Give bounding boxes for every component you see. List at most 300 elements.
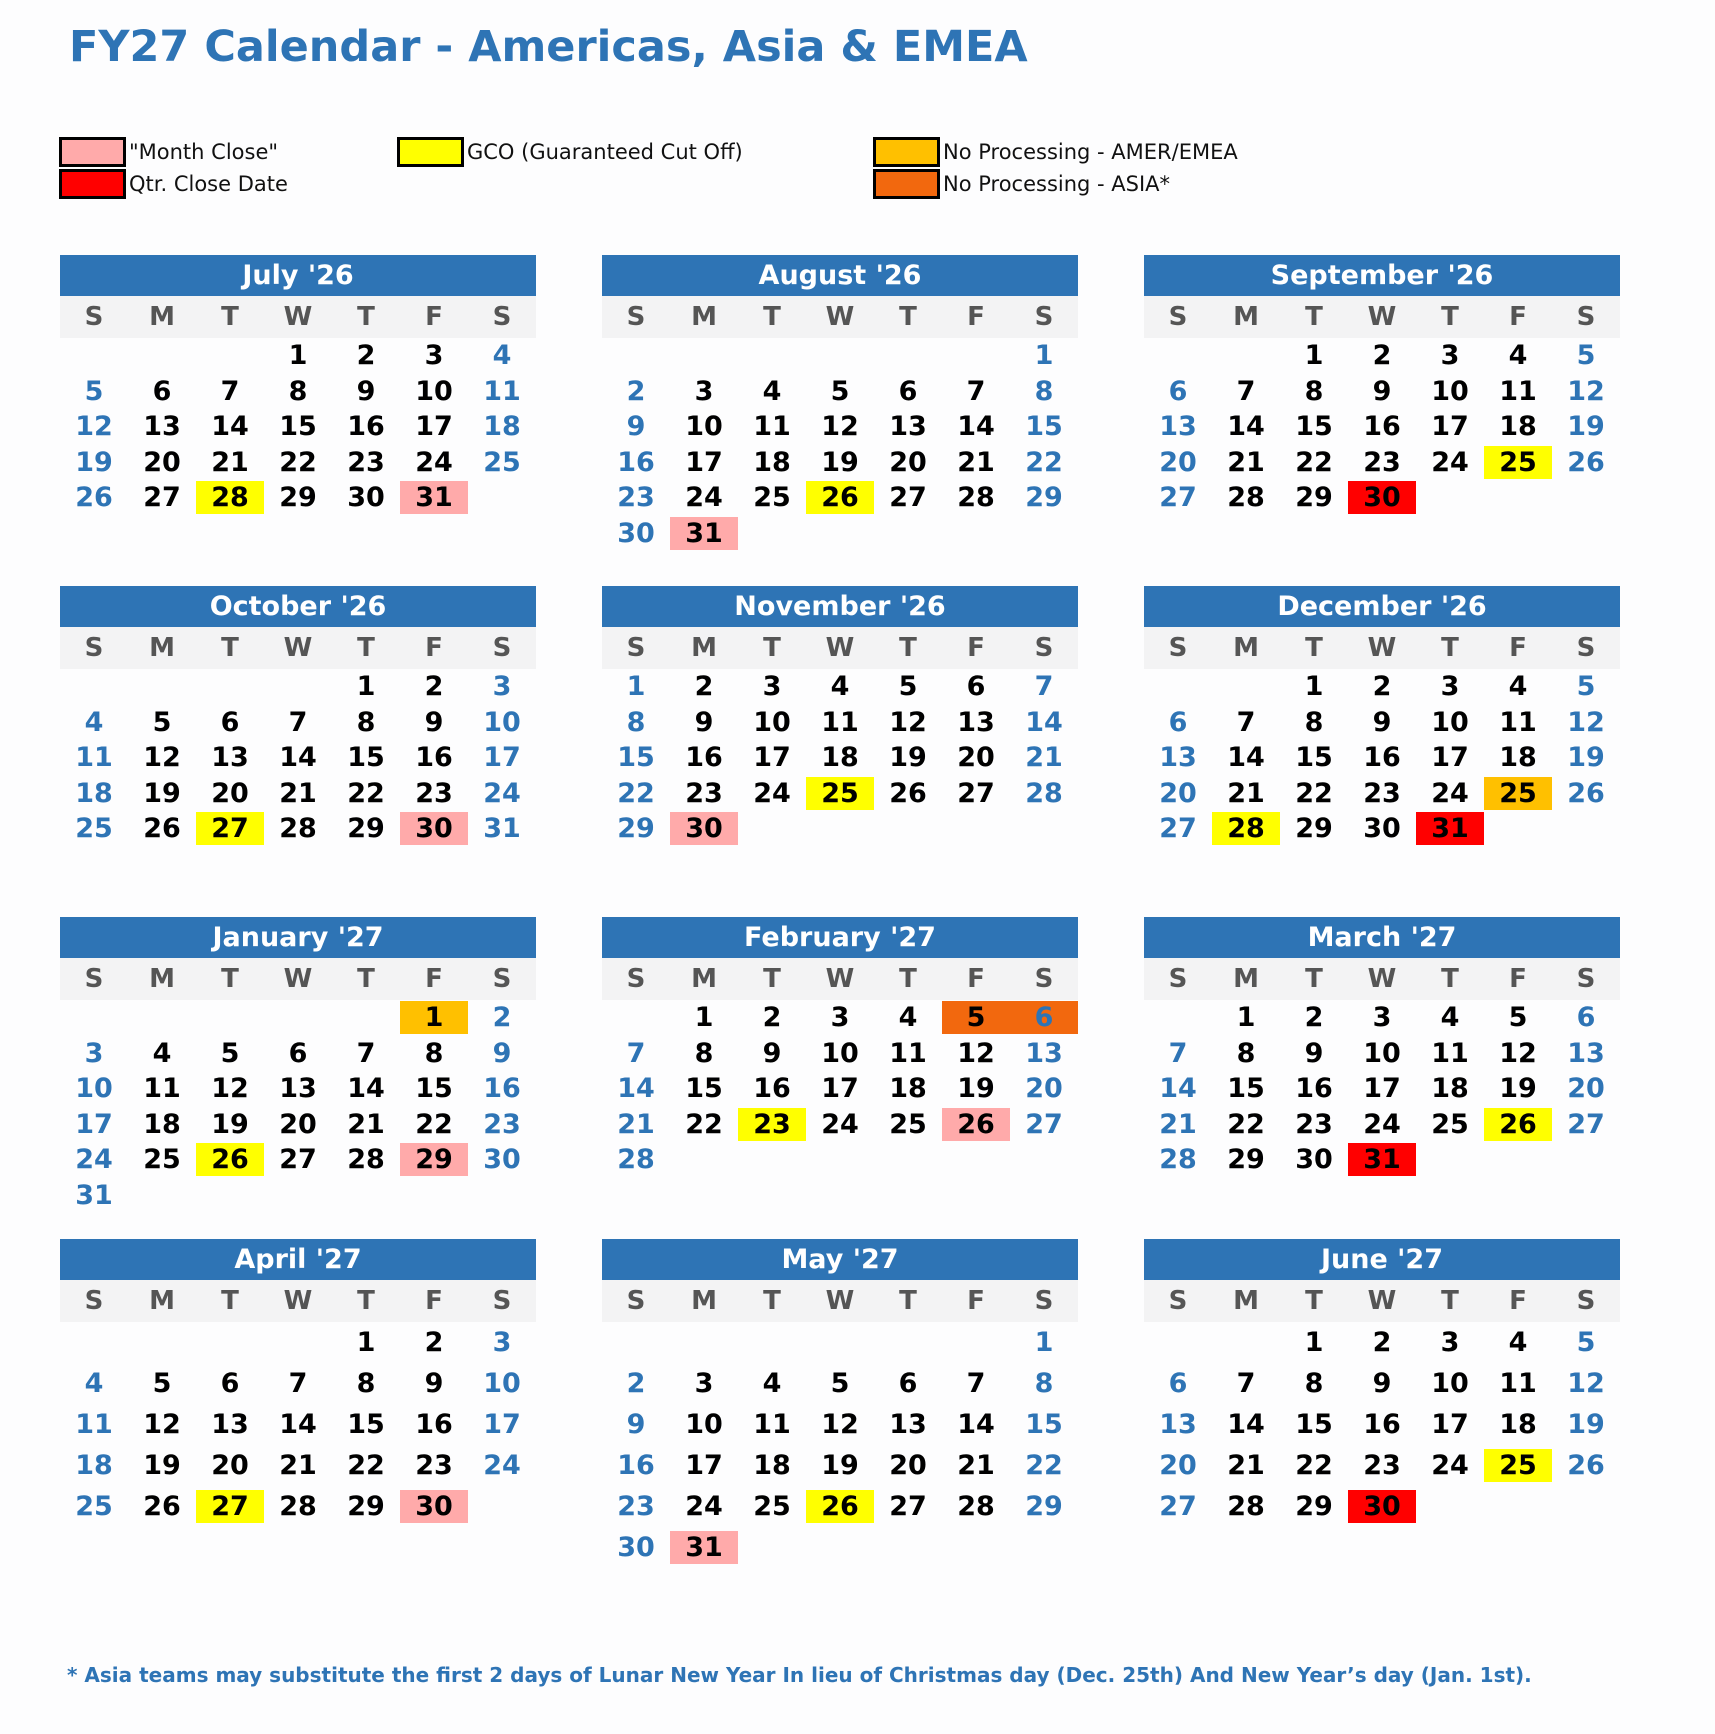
day-cell: [602, 740, 670, 776]
day-cell: [942, 480, 1010, 516]
day-cell: [128, 1404, 196, 1445]
day-cell: [602, 1445, 670, 1486]
empty-cell: [602, 1322, 670, 1363]
day-cell: [670, 1404, 738, 1445]
day-cell: [468, 1071, 536, 1107]
day-cell: [738, 1363, 806, 1404]
day-cell: [332, 1036, 400, 1072]
day-cell-nop-asia: [942, 1000, 1010, 1036]
weekday-mon: M: [1233, 1286, 1259, 1316]
day-number: 24: [753, 777, 791, 809]
day-number: 14: [279, 742, 317, 774]
day-number: 15: [1025, 1409, 1063, 1440]
day-number: 4: [84, 1368, 104, 1399]
day-number: 7: [288, 706, 308, 738]
weekday-tue: T: [763, 302, 781, 332]
day-cell: [1484, 338, 1552, 374]
weekday-thu: T: [1441, 964, 1459, 994]
day-number: 11: [753, 1409, 791, 1440]
day-number: 12: [143, 1409, 181, 1440]
day-number: 16: [753, 1073, 791, 1105]
day-number: 22: [415, 1108, 453, 1140]
day-number: 11: [753, 411, 791, 443]
day-cell: [196, 740, 264, 776]
day-number: 11: [1499, 706, 1537, 738]
day-cell: [806, 1445, 874, 1486]
day-cell: [1010, 1107, 1078, 1143]
day-number: 14: [1227, 742, 1265, 774]
weekday-wed: W: [283, 633, 313, 663]
day-number: 30: [400, 812, 468, 845]
day-number: 27: [957, 777, 995, 809]
day-cell: [1212, 1445, 1280, 1486]
day-cell: [874, 1363, 942, 1404]
day-number: 2: [424, 671, 444, 703]
week-row: [602, 1404, 1078, 1445]
empty-cell: [468, 1486, 536, 1527]
day-cell-gco: [196, 811, 264, 847]
day-number: 20: [1159, 1450, 1197, 1481]
weekday-sat: S: [492, 964, 512, 994]
weekday-thu: T: [1441, 633, 1459, 663]
week-row: [602, 669, 1078, 705]
day-number: 1: [1236, 1002, 1256, 1034]
day-number: 24: [75, 1144, 113, 1176]
day-number: 31: [1348, 1143, 1416, 1176]
day-number: 18: [889, 1073, 927, 1105]
day-number: 18: [1499, 1409, 1537, 1440]
empty-cell: [738, 1527, 806, 1568]
day-cell: [602, 1486, 670, 1527]
day-number: 9: [1304, 1037, 1324, 1069]
day-number: 16: [1363, 742, 1401, 774]
day-number: 7: [356, 1037, 376, 1069]
week-row: [60, 1107, 536, 1143]
day-cell: [1348, 374, 1416, 410]
day-cell: [468, 811, 536, 847]
day-number: 23: [685, 777, 723, 809]
day-number: 22: [1025, 446, 1063, 478]
week-row: [1144, 740, 1620, 776]
day-cell: [332, 811, 400, 847]
day-cell: [196, 705, 264, 741]
day-cell: [806, 1107, 874, 1143]
day-number: 13: [1159, 411, 1197, 443]
day-number: 15: [617, 742, 655, 774]
day-number: 27: [196, 812, 264, 845]
day-cell: [874, 740, 942, 776]
legend-label-no-processing-amer-emea: No Processing - AMER/EMEA: [943, 140, 1238, 164]
weekday-header-row: [60, 627, 536, 669]
day-number: 19: [75, 446, 113, 478]
empty-cell: [60, 1322, 128, 1363]
week-row: [60, 338, 536, 374]
weekday-thu: T: [1441, 302, 1459, 332]
day-number: 22: [1025, 1450, 1063, 1481]
weekday-mon: M: [1233, 633, 1259, 663]
empty-cell: [874, 1142, 942, 1178]
day-number: 29: [400, 1143, 468, 1176]
day-cell: [806, 1404, 874, 1445]
weekday-header-row: [602, 296, 1078, 338]
day-number: 1: [1304, 340, 1324, 372]
day-cell: [806, 740, 874, 776]
day-cell: [196, 1107, 264, 1143]
day-number: 15: [685, 1073, 723, 1105]
day-cell: [1010, 776, 1078, 812]
day-number: 25: [1484, 1449, 1552, 1482]
day-number: 22: [617, 777, 655, 809]
empty-cell: [196, 669, 264, 705]
day-cell: [1416, 705, 1484, 741]
day-cell: [1010, 409, 1078, 445]
day-number: 29: [1295, 813, 1333, 845]
empty-cell: [196, 1000, 264, 1036]
day-number: 16: [1295, 1073, 1333, 1105]
day-number: 25: [75, 1491, 113, 1522]
day-cell: [738, 776, 806, 812]
day-cell: [602, 1527, 670, 1568]
day-number: 17: [685, 1450, 723, 1481]
day-cell: [1010, 445, 1078, 481]
day-cell: [128, 740, 196, 776]
day-cell: [196, 1404, 264, 1445]
day-number: 19: [1567, 742, 1605, 774]
day-cell: [738, 480, 806, 516]
day-cell: [1416, 1322, 1484, 1363]
weekday-fri: F: [967, 1286, 985, 1316]
month-july-26: [60, 255, 536, 516]
day-cell: [468, 1363, 536, 1404]
day-cell: [1010, 374, 1078, 410]
weekday-sat: S: [492, 633, 512, 663]
day-cell: [400, 1404, 468, 1445]
day-number: 25: [753, 482, 791, 514]
day-number: 20: [211, 777, 249, 809]
day-cell: [942, 669, 1010, 705]
day-number: 22: [1295, 777, 1333, 809]
day-number: 11: [1431, 1037, 1469, 1069]
day-number: 8: [288, 375, 308, 407]
day-number: 9: [424, 1368, 444, 1399]
empty-cell: [1144, 1322, 1212, 1363]
day-cell: [738, 1404, 806, 1445]
weekday-tue: T: [1305, 1286, 1323, 1316]
day-cell: [1416, 776, 1484, 812]
day-cell: [738, 1000, 806, 1036]
day-number: 8: [626, 706, 646, 738]
day-cell: [1212, 1363, 1280, 1404]
day-cell-month-close: [400, 1142, 468, 1178]
day-cell: [1212, 374, 1280, 410]
week-row: [60, 374, 536, 410]
weekday-fri: F: [425, 633, 443, 663]
day-number: 1: [1034, 340, 1054, 372]
day-number: 29: [279, 482, 317, 514]
day-cell: [942, 705, 1010, 741]
day-number: 7: [1034, 671, 1054, 703]
day-cell: [1280, 705, 1348, 741]
week-row: [1144, 1071, 1620, 1107]
empty-cell: [400, 1178, 468, 1214]
day-number: 7: [966, 375, 986, 407]
day-cell: [1280, 740, 1348, 776]
day-cell: [1144, 445, 1212, 481]
day-number: 23: [738, 1108, 806, 1141]
day-number: 28: [957, 1491, 995, 1522]
day-number: 25: [483, 446, 521, 478]
day-number: 1: [1304, 1327, 1324, 1358]
weekday-header-row: [602, 627, 1078, 669]
day-cell: [1144, 776, 1212, 812]
day-number: 30: [483, 1144, 521, 1176]
weekday-thu: T: [1441, 1286, 1459, 1316]
weekday-sun: S: [1168, 633, 1188, 663]
day-number: 14: [617, 1073, 655, 1105]
day-number: 20: [279, 1108, 317, 1140]
weekday-tue: T: [221, 964, 239, 994]
day-cell: [1280, 1142, 1348, 1178]
day-number: 11: [889, 1037, 927, 1069]
day-cell: [1552, 1445, 1620, 1486]
month-title: February '27: [602, 917, 1078, 958]
day-cell: [670, 776, 738, 812]
weekday-wed: W: [1367, 1286, 1397, 1316]
day-cell: [874, 1036, 942, 1072]
weekday-tue: T: [221, 633, 239, 663]
day-cell: [128, 776, 196, 812]
day-cell: [1010, 669, 1078, 705]
day-cell: [1280, 1445, 1348, 1486]
day-cell: [1010, 1404, 1078, 1445]
day-number: 25: [143, 1144, 181, 1176]
day-number: 5: [1576, 671, 1596, 703]
day-cell: [1348, 1036, 1416, 1072]
day-number: 22: [347, 1450, 385, 1481]
day-cell: [1280, 1363, 1348, 1404]
day-cell: [874, 1404, 942, 1445]
day-number: 8: [1304, 1368, 1324, 1399]
day-number: 19: [821, 446, 859, 478]
weekday-sat: S: [1576, 633, 1596, 663]
day-cell: [468, 1107, 536, 1143]
day-cell: [806, 445, 874, 481]
day-number: 3: [762, 671, 782, 703]
legend-swatch-gco: [397, 137, 464, 167]
day-number: 5: [830, 1368, 850, 1399]
day-number: 27: [889, 482, 927, 514]
weekday-thu: T: [899, 1286, 917, 1316]
empty-cell: [602, 1000, 670, 1036]
day-number: 31: [483, 813, 521, 845]
day-number: 20: [1567, 1073, 1605, 1105]
day-cell: [1280, 776, 1348, 812]
day-cell: [874, 705, 942, 741]
day-cell: [942, 409, 1010, 445]
day-number: 17: [821, 1073, 859, 1105]
month-march-27: [1144, 917, 1620, 1178]
empty-cell: [874, 811, 942, 847]
day-number: 21: [1025, 742, 1063, 774]
day-number: 5: [898, 671, 918, 703]
week-row: [1144, 705, 1620, 741]
weekday-mon: M: [1233, 964, 1259, 994]
day-number: 10: [753, 706, 791, 738]
day-cell: [942, 1486, 1010, 1527]
day-cell: [1212, 1000, 1280, 1036]
day-number: 12: [889, 706, 927, 738]
day-number: 24: [821, 1108, 859, 1140]
day-cell: [1212, 1142, 1280, 1178]
day-cell: [806, 1363, 874, 1404]
day-cell: [128, 1036, 196, 1072]
day-number: 19: [1567, 1409, 1605, 1440]
day-cell: [874, 374, 942, 410]
day-number: 18: [483, 411, 521, 443]
empty-cell: [738, 1142, 806, 1178]
day-number: 13: [1567, 1037, 1605, 1069]
weekday-thu: T: [357, 1286, 375, 1316]
day-cell: [1484, 705, 1552, 741]
empty-cell: [60, 338, 128, 374]
week-row: [1144, 1445, 1620, 1486]
day-cell: [670, 740, 738, 776]
day-number: 3: [1440, 340, 1460, 372]
day-cell: [60, 811, 128, 847]
day-number: 30: [617, 517, 655, 549]
day-number: 13: [143, 411, 181, 443]
day-number: 5: [942, 1001, 1010, 1034]
day-number: 9: [626, 1409, 646, 1440]
day-cell: [1348, 445, 1416, 481]
day-cell-gco: [738, 1107, 806, 1143]
day-cell: [602, 374, 670, 410]
day-number: 27: [1159, 1491, 1197, 1522]
day-cell: [670, 1036, 738, 1072]
day-cell: [1416, 374, 1484, 410]
day-cell: [1144, 1142, 1212, 1178]
empty-cell: [670, 1322, 738, 1363]
day-cell: [670, 1486, 738, 1527]
day-cell: [128, 1071, 196, 1107]
day-cell: [1212, 1036, 1280, 1072]
weekday-header-row: [60, 1280, 536, 1322]
day-number: 18: [753, 446, 791, 478]
day-cell: [670, 480, 738, 516]
day-number: 2: [626, 375, 646, 407]
day-number: 28: [279, 813, 317, 845]
day-cell: [1348, 338, 1416, 374]
empty-cell: [874, 338, 942, 374]
day-number: 5: [152, 1368, 172, 1399]
legend-no-processing-amer-emea: [873, 136, 1238, 168]
day-number: 24: [1363, 1108, 1401, 1140]
legend-gco: [397, 136, 743, 168]
day-cell: [1552, 374, 1620, 410]
weekday-wed: W: [1367, 964, 1397, 994]
day-cell: [196, 1071, 264, 1107]
day-number: 11: [483, 375, 521, 407]
day-number: 8: [356, 1368, 376, 1399]
day-cell: [264, 374, 332, 410]
day-cell: [128, 1142, 196, 1178]
weekday-tue: T: [221, 1286, 239, 1316]
day-number: 17: [1363, 1073, 1401, 1105]
day-cell: [942, 1404, 1010, 1445]
day-number: 20: [889, 446, 927, 478]
day-number: 25: [1431, 1108, 1469, 1140]
day-cell: [1416, 669, 1484, 705]
empty-cell: [196, 1178, 264, 1214]
weekday-mon: M: [691, 302, 717, 332]
day-cell: [1484, 1363, 1552, 1404]
weekday-thu: T: [899, 302, 917, 332]
day-cell: [60, 1486, 128, 1527]
day-number: 23: [483, 1108, 521, 1140]
weekday-tue: T: [1305, 964, 1323, 994]
day-number: 16: [617, 446, 655, 478]
day-cell: [332, 338, 400, 374]
empty-cell: [806, 1142, 874, 1178]
day-number: 14: [211, 411, 249, 443]
week-row: [602, 1486, 1078, 1527]
day-cell: [602, 1404, 670, 1445]
day-number: 24: [1431, 777, 1469, 809]
day-cell: [1348, 1000, 1416, 1036]
day-cell: [264, 409, 332, 445]
day-number: 28: [1212, 812, 1280, 845]
weekday-thu: T: [899, 633, 917, 663]
day-number: 3: [492, 1327, 512, 1358]
day-number: 24: [483, 777, 521, 809]
month-february-27: [602, 917, 1078, 1178]
day-number: 22: [685, 1108, 723, 1140]
day-cell: [942, 1363, 1010, 1404]
day-number: 30: [617, 1532, 655, 1563]
day-number: 29: [617, 813, 655, 845]
day-cell: [874, 1486, 942, 1527]
day-cell: [1144, 705, 1212, 741]
empty-cell: [874, 516, 942, 552]
day-cell: [196, 409, 264, 445]
week-row: [602, 776, 1078, 812]
day-cell: [60, 1107, 128, 1143]
day-cell: [1484, 740, 1552, 776]
day-cell: [806, 705, 874, 741]
day-cell: [1416, 445, 1484, 481]
day-cell: [400, 669, 468, 705]
day-cell: [60, 480, 128, 516]
day-number: 13: [1025, 1037, 1063, 1069]
day-cell-gco: [806, 1486, 874, 1527]
week-row: [60, 1071, 536, 1107]
weekday-sat: S: [1576, 964, 1596, 994]
week-row: [602, 338, 1078, 374]
day-cell: [806, 669, 874, 705]
day-cell: [1416, 338, 1484, 374]
day-number: 18: [1431, 1073, 1469, 1105]
day-cell: [468, 1404, 536, 1445]
day-cell: [1280, 1071, 1348, 1107]
day-cell: [332, 409, 400, 445]
week-row: [1144, 374, 1620, 410]
day-cell: [670, 1107, 738, 1143]
day-cell: [1280, 1404, 1348, 1445]
day-cell: [602, 1363, 670, 1404]
day-number: 16: [415, 742, 453, 774]
day-number: 24: [1431, 1450, 1469, 1481]
day-number: 24: [685, 482, 723, 514]
